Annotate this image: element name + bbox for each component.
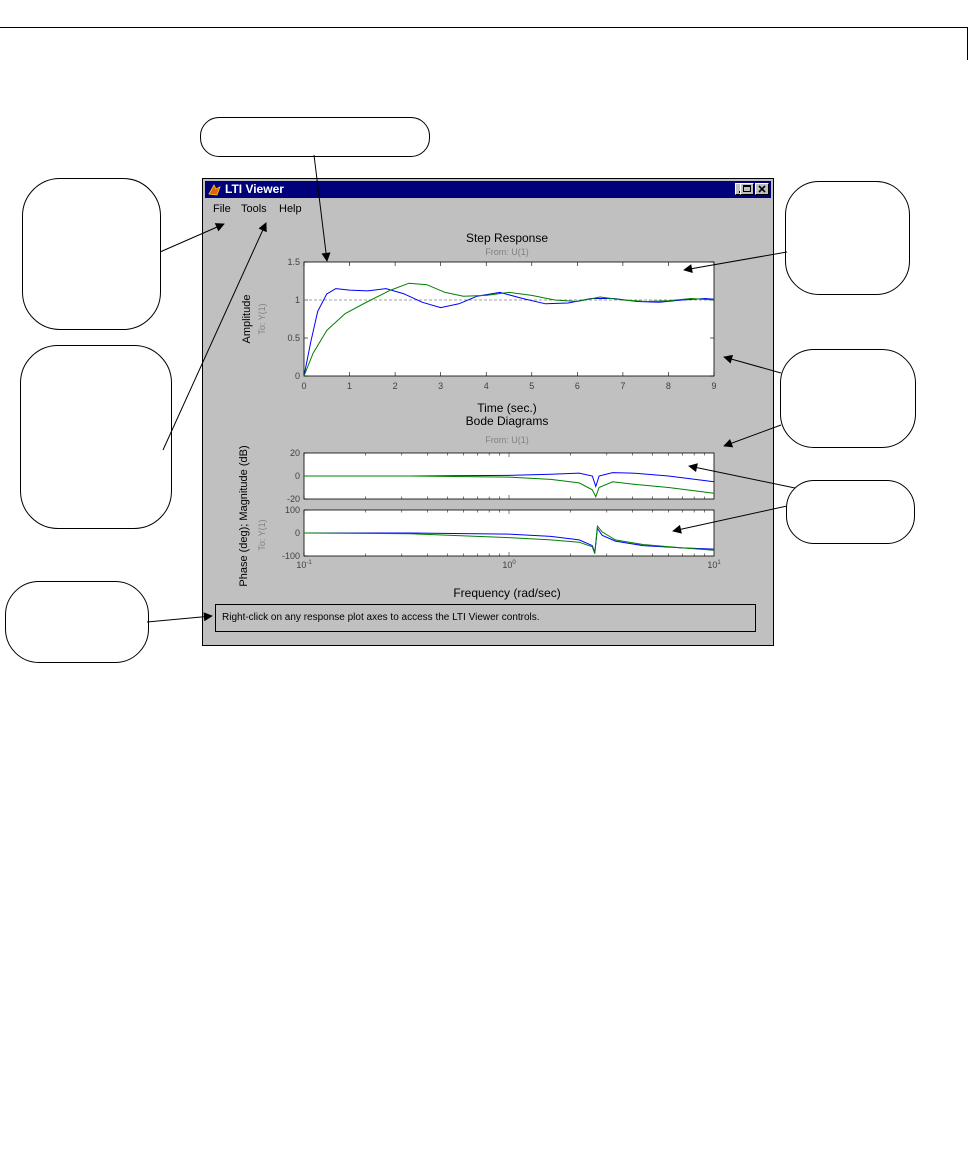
- phase-ytick-label: 100: [284, 505, 300, 515]
- menu-tools[interactable]: Tools: [241, 203, 267, 215]
- phase-ytick-label: -100: [281, 551, 300, 561]
- lti-viewer-window: [202, 178, 774, 646]
- step-xtick-label: 6: [574, 381, 580, 391]
- callout-top: [200, 117, 430, 157]
- step-xtick-label: 8: [665, 381, 671, 391]
- callout-right-1: [785, 181, 910, 295]
- bode-xtick-label: [296, 560, 312, 570]
- mag-ytick-label: -20: [286, 494, 300, 504]
- callout-left-1: [22, 178, 161, 330]
- step-ytick-label: 0.5: [287, 333, 300, 343]
- bode-xtick-label: [707, 560, 721, 570]
- step-xtick-label: 7: [620, 381, 626, 391]
- bode-xlabel: Frequency (rad/sec): [453, 586, 561, 600]
- header-tick: [967, 27, 968, 60]
- bode-to-label: To: Y(1): [257, 519, 267, 551]
- mag-ytick-label: 0: [294, 471, 300, 481]
- bode-xtick-base: 10: [502, 560, 513, 570]
- callout-right-2: [780, 349, 916, 448]
- header-rule: [0, 27, 968, 28]
- step-xtick-label: 5: [529, 381, 535, 391]
- step-ytick-label: 0: [294, 371, 300, 381]
- step-axes[interactable]: [304, 262, 714, 376]
- bode-ylabel: Phase (deg); Magnitude (dB): [238, 445, 250, 587]
- step-xtick-label: 4: [483, 381, 489, 391]
- menu-file[interactable]: File: [213, 203, 231, 215]
- step-to-label: To: Y(1): [257, 303, 267, 335]
- bode-xtick-base: 10: [707, 560, 718, 570]
- step-xtick-label: 2: [392, 381, 398, 391]
- phase-ytick-label: 0: [294, 528, 300, 538]
- callout-right-3: [786, 480, 915, 544]
- step-ytick-label: 1.5: [287, 257, 300, 267]
- step-xtick-label: 1: [347, 381, 353, 391]
- bode-from-label: From: U(1): [485, 435, 529, 445]
- step-xtick-label: 0: [301, 381, 307, 391]
- bode-xtick-base: 10: [296, 560, 307, 570]
- bode-xtick-exp: 1: [717, 560, 721, 566]
- bode-xtick-exp: 0: [512, 560, 516, 566]
- step-from-label: From: U(1): [485, 247, 529, 257]
- callout-left-2: [20, 345, 172, 529]
- mag-ytick-label: 20: [289, 448, 300, 458]
- step-ylabel: Amplitude: [241, 294, 253, 344]
- bode-xtick-label: [502, 560, 516, 570]
- step-ytick-label: 1: [294, 295, 300, 305]
- step-xlabel: Time (sec.): [477, 401, 537, 415]
- bode-title: Bode Diagrams: [465, 414, 549, 428]
- bode-xtick-exp: -1: [306, 560, 312, 566]
- menu-help[interactable]: Help: [279, 203, 302, 215]
- status-text: Right-click on any response plot axes to access the LTI Viewer controls.: [222, 612, 540, 623]
- callout-left-3: [5, 581, 149, 663]
- step-xtick-label: 9: [711, 381, 717, 391]
- window-title: LTI Viewer: [225, 182, 284, 196]
- step-xtick-label: 3: [438, 381, 444, 391]
- step-title: Step Response: [465, 231, 549, 245]
- response-plots: [203, 179, 773, 645]
- status-bar: [215, 604, 756, 632]
